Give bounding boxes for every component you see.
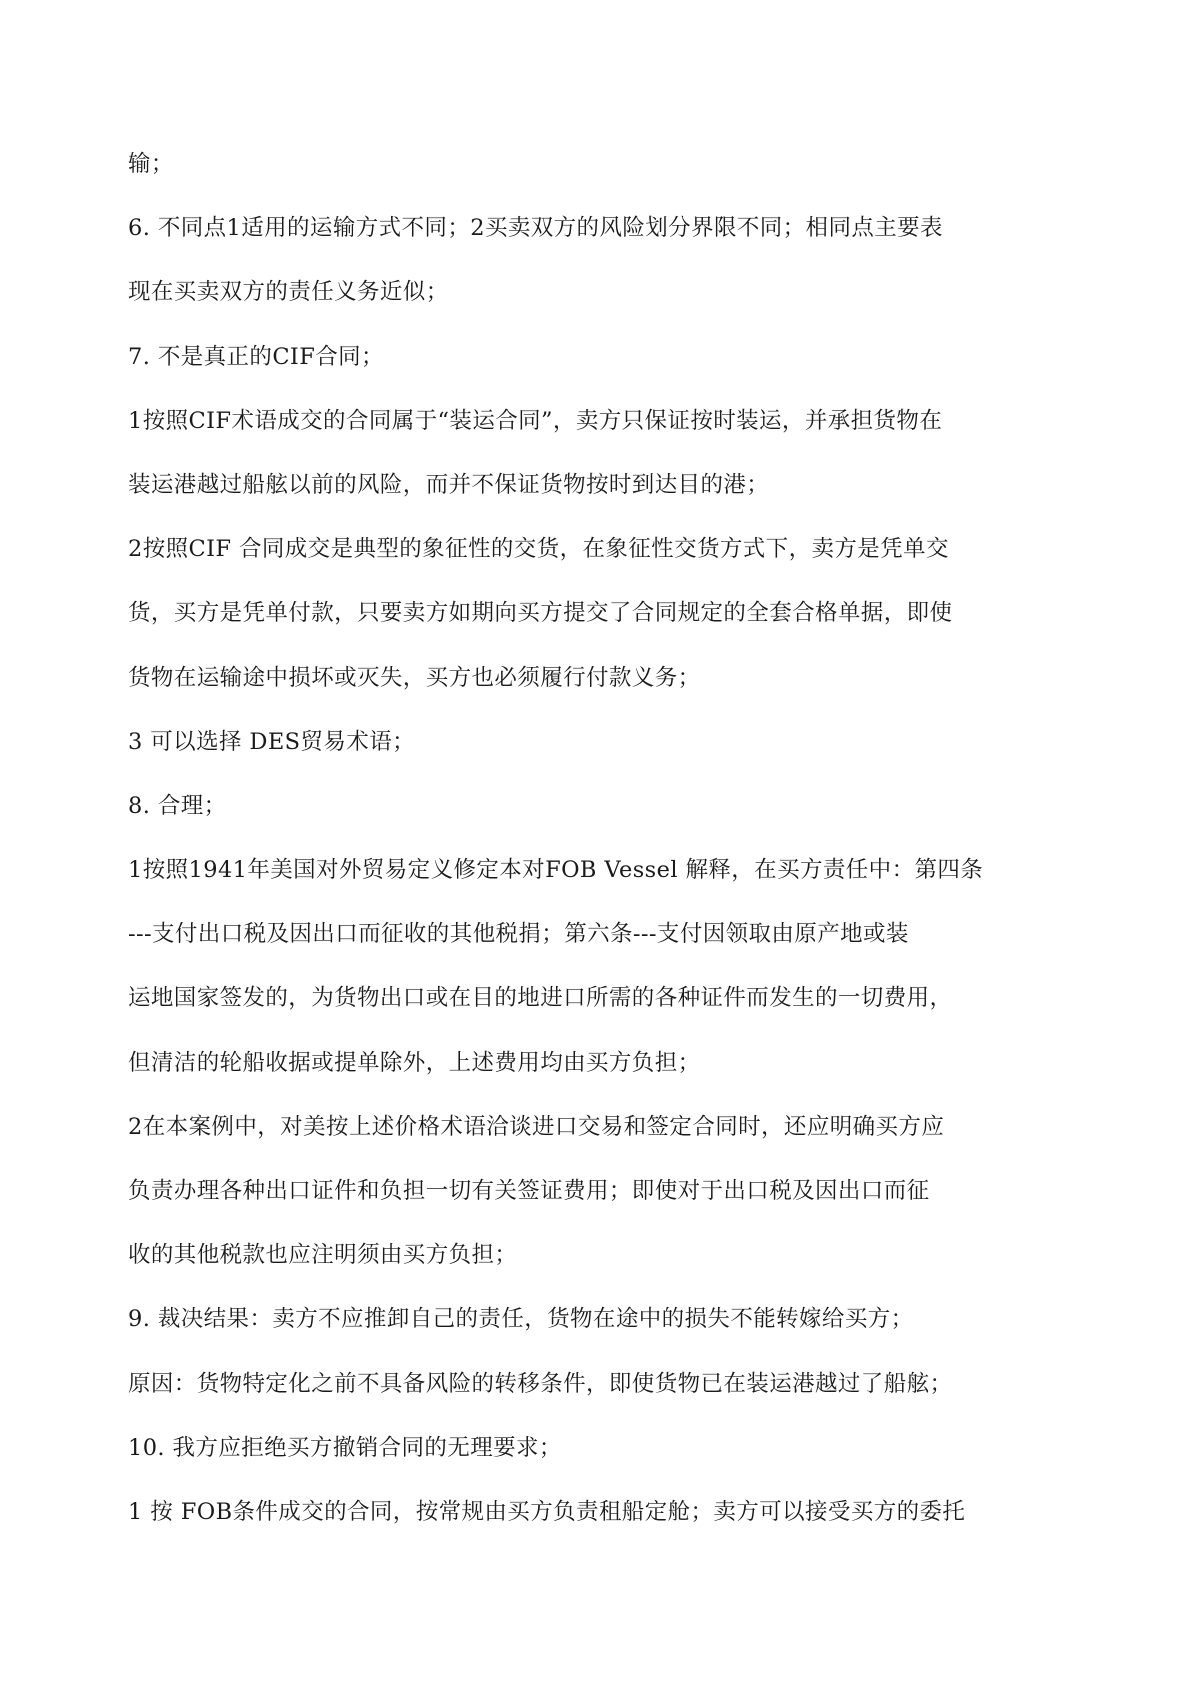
text-line: 运地国家签发的，为货物出口或在目的地进口所需的各种证件而发生的一切费用，	[128, 985, 953, 1012]
text-line: 2按照CIF 合同成交是典型的象征性的交货，在象征性交货方式下，卖方是凭单交	[128, 536, 949, 563]
text-line: 1 按 FOB条件成交的合同，按常规由买方负责租船定舱；卖方可以接受买方的委托	[128, 1498, 966, 1525]
text-line: 1按照CIF术语成交的合同属于“装运合同”，卖方只保证按时装运，并承担货物在	[128, 407, 943, 434]
text-line: 3 可以选择 DES贸易术语；	[128, 728, 415, 755]
text-line: 装运港越过船舷以前的风险，而并不保证货物按时到达目的港；	[128, 471, 770, 498]
text-line: 输；	[128, 151, 174, 177]
text-line: 但清洁的轮船收据或提单除外，上述费用均由买方负担；	[128, 1049, 701, 1076]
text-line: 6. 不同点1适用的运输方式不同；2买卖双方的风险划分界限不同；相同点主要表	[128, 215, 943, 242]
text-line: 9. 裁决结果：卖方不应推卸自己的责任，货物在途中的损失不能转嫁给买方；	[128, 1306, 914, 1333]
text-line: 2在本案例中，对美按上述价格术语洽谈进口交易和签定合同时，还应明确买方应	[128, 1113, 945, 1140]
document-body	[128, 132, 1068, 1544]
text-line: 1按照1941年美国对外贸易定义修定本对FOB Vessel 解释，在买方责任中：第四条	[128, 857, 984, 884]
text-line: ---支付出口税及因出口而征收的其他税捐；第六条---支付因领取由原产地或装	[128, 921, 909, 948]
text-line: 货物在运输途中损坏或灭失，买方也必须履行付款义务；	[128, 664, 701, 691]
text-line: 负责办理各种出口证件和负担一切有关签证费用；即使对于出口税及因出口而征	[128, 1178, 930, 1204]
text-line: 货，买方是凭单付款，只要卖方如期向买方提交了合同规定的全套合格单据，即使	[128, 600, 953, 627]
text-line: 8. 合理；	[128, 792, 227, 819]
text-line: 7. 不是真正的CIF合同；	[128, 343, 384, 370]
text-line: 现在买卖双方的责任义务近似；	[128, 279, 449, 306]
text-line: 原因：货物特定化之前不具备风险的转移条件，即使货物已在装运港越过了船舷；	[128, 1370, 953, 1397]
text-line: 收的其他税款也应注明须由买方负担；	[128, 1242, 518, 1269]
text-line: 10. 我方应拒绝买方撤销合同的无理要求；	[128, 1434, 562, 1461]
